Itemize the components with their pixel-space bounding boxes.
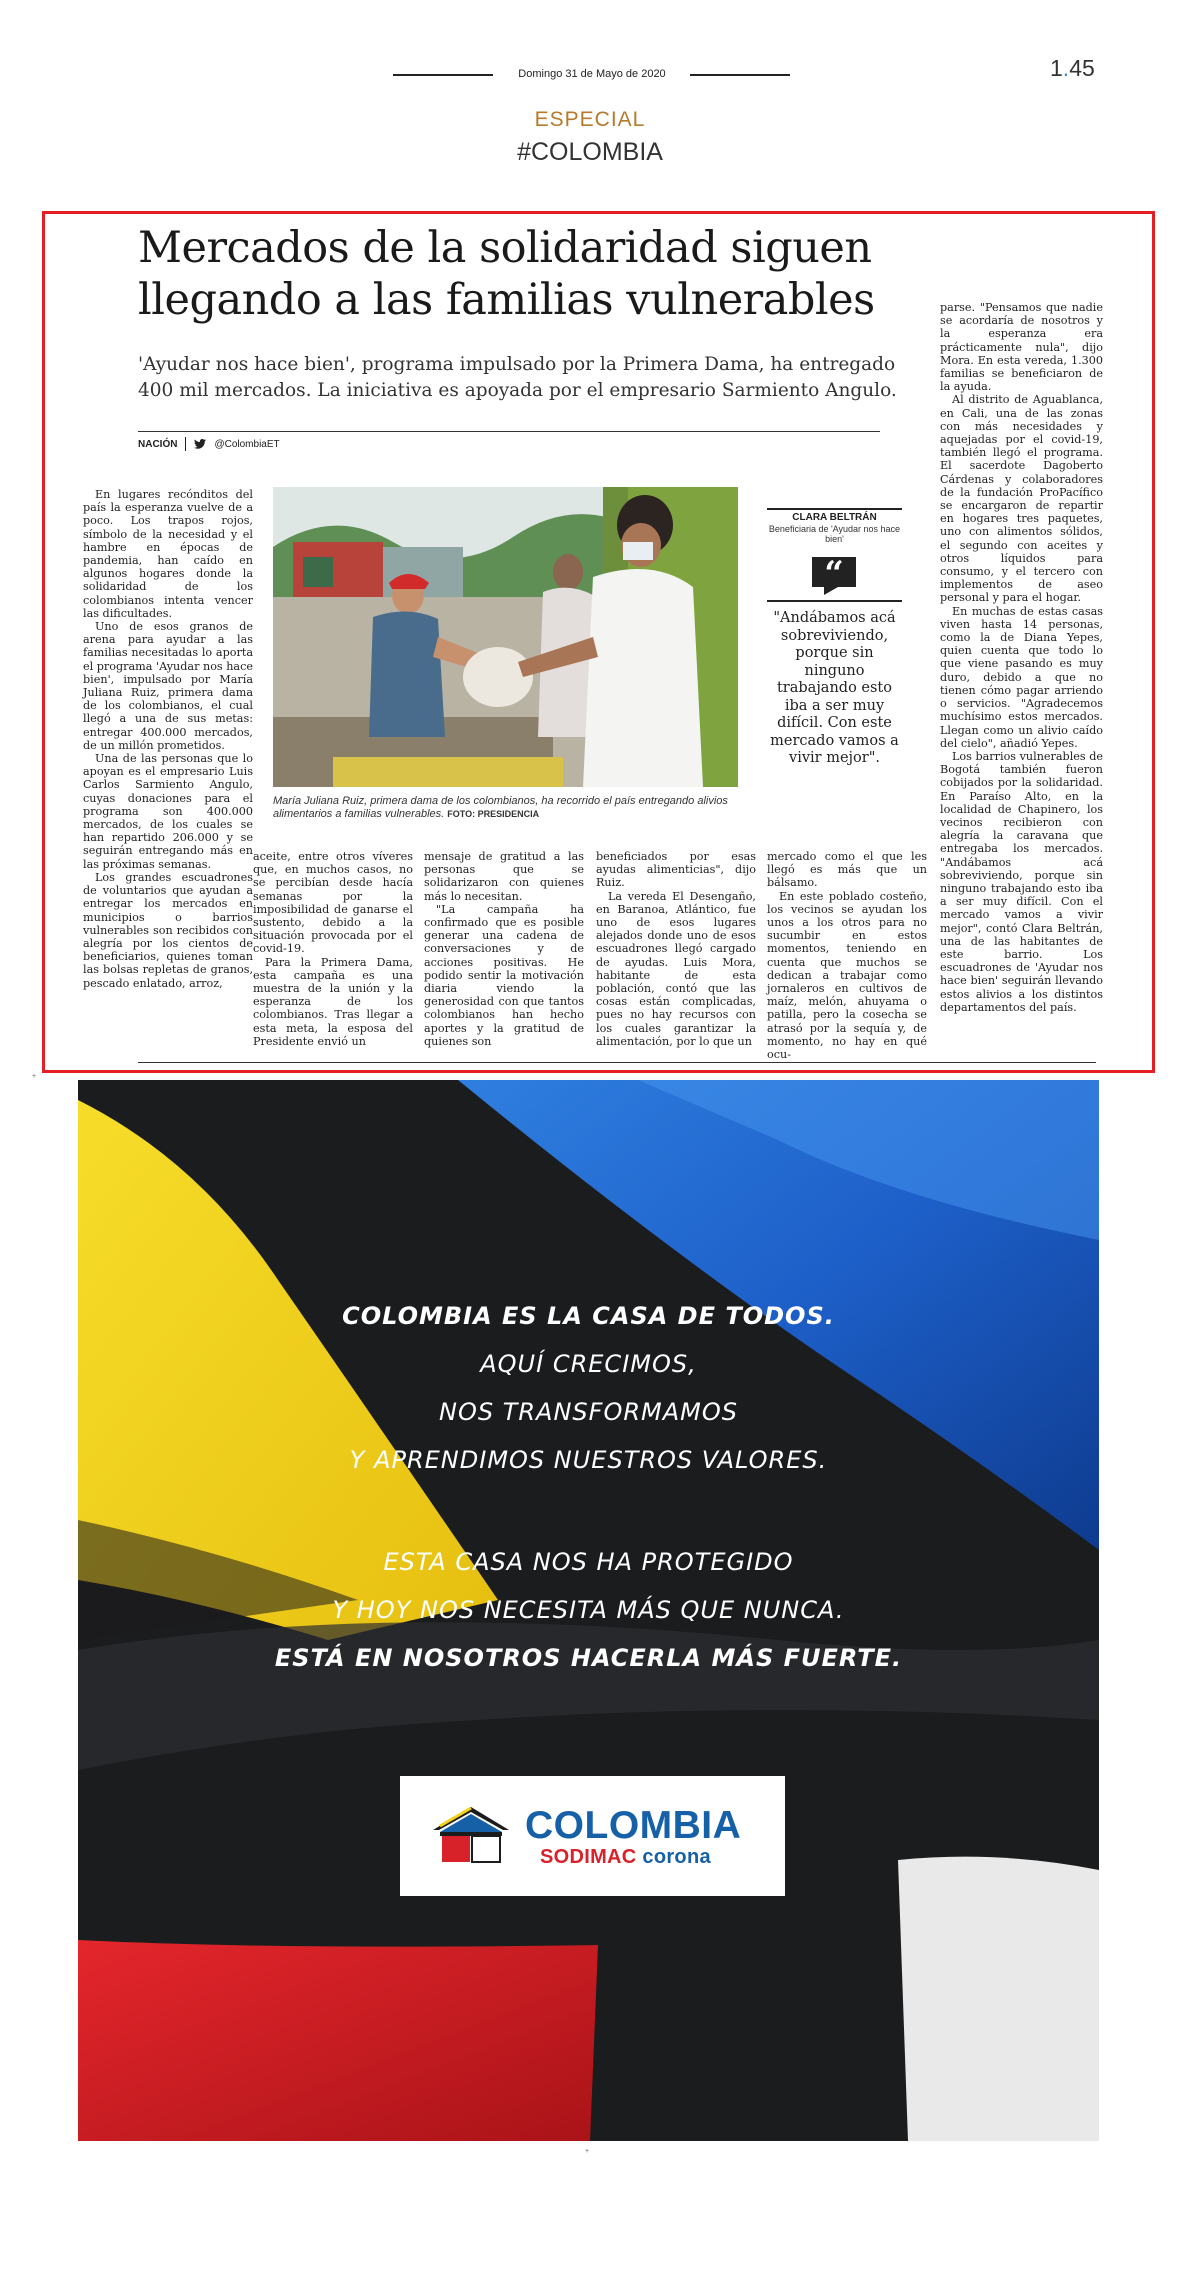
pull-quote: "Andábamos acá sobreviviendo, porque sin ninguno trabajando esto iba a ser muy difícil. Con este mercado vamos a vivir mejor". (770, 610, 899, 766)
colombia-sodimac-corona-logo (400, 1776, 785, 1896)
photo-credit: FOTO: PRESIDENCIA (447, 809, 540, 819)
issue-date: Domingo 31 de Mayo de 2020 (518, 68, 666, 80)
advertisement (78, 1080, 1099, 2141)
paragraph: En este poblado costeño, los vecinos se ayudan los unos a los otros para no sucumbir en estos momentos, teniendo en cuenta que muchos se dedican a trabajar como jornaleros en cultivos de maíz, melón, ahuyama o patilla, pero la cosecha se atrasó por la sequía y, de momento, no hay en qué ocu- (767, 889, 927, 1062)
photo-illustration (273, 487, 738, 787)
page-number-dot: . (1062, 55, 1070, 81)
ad-line-6: Y HOY NOS NECESITA MÁS QUE NUNCA. (332, 1596, 845, 1624)
ad-line-5: ESTA CASA NOS HA PROTEGIDO (383, 1548, 794, 1576)
article-headline: Mercados de la solidaridad siguen llegando a las familias vulnerables (138, 223, 875, 325)
article-photo (273, 487, 738, 787)
paragraph: Para la Primera Dama, esta campaña es una muestra de la unión y la esperanza de los colombianos. Tras llegar a esta meta, la esposa del Presidente envió un (253, 955, 413, 1048)
caption-text: María Juliana Ruiz, primera dama de los colombianos, ha recorrido el país entregando alivios alimentarios a familias vulnerables. (273, 795, 728, 820)
byline (138, 437, 280, 451)
crop-mark: + (32, 1073, 37, 1080)
quote-rule-top (767, 508, 902, 510)
article-column-4 (596, 850, 756, 1048)
paragraph: "La campaña ha confirmado que es posible generar una cadena de conversaciones y de acciones positivas. He podido sentir la motivación diaria viendo la generosidad con que tantos colombianos han hecho aportes y la gratitud de quienes son (424, 902, 584, 1048)
section-label: ESPECIAL (534, 108, 646, 131)
ad-line-3: NOS TRANSFORMAMOS (439, 1398, 738, 1426)
ad-line-4: Y APRENDIMOS NUESTROS VALORES. (349, 1446, 828, 1474)
article-column-2 (253, 850, 413, 1048)
paragraph: parse. "Pensamos que nadie se acordaría de nosotros y la esperanza era prácticamente nula", dijo Mora. En esta vereda, 1.300 familias se beneficiaron de la ayuda. (940, 301, 1103, 394)
byline-handle: @ColombiaET (214, 438, 280, 450)
logo-wordmark: COLOMBIA (525, 1804, 742, 1847)
ad-line-2: AQUÍ CRECIMOS, (480, 1350, 697, 1378)
quote-role: Beneficiaria de 'Ayudar nos hace bien' (768, 524, 901, 544)
crop-mark: + (585, 2148, 590, 2155)
paragraph: aceite, entre otros víveres que, en muchos casos, no se percibían desde hacía semanas por la imposibilidad de ganarse el sustento, debido a la situación provocada por el covid-19. (253, 850, 413, 956)
header-rule-right (690, 74, 790, 76)
article-bottom-rule (138, 1062, 1096, 1063)
paragraph: En muchas de estas casas viven hasta 14 personas, como la de Diana Yepes, quien cuenta que todo lo que viene pasando es muy duro, debido a que no tienen cómo pagar arriendo o servicios. "Agradecemos muchísimo estos mercados. Llegan como un alivio caído del cielo", añadió Yepes. (940, 604, 1103, 750)
page-number (1050, 55, 1095, 82)
paragraph: Al distrito de Aguablanca, en Cali, una de las zonas con más necesidades y aquejadas por el covid-19, también llegó el programa. El sacerdote Dagoberto Cárdenas y colaboradores de la fundación ProPacífico se encargaron de repartir en hogares tres paquetes, uno con alimentos sólidos, el segundo con aceites y otros líquidos para consumo, y el tercero con implementos de aseo personal y para el hogar. (940, 393, 1103, 605)
section-hashtag: #COLOMBIA (517, 138, 663, 166)
quote-mark-icon (808, 553, 860, 597)
ad-line-7: ESTÁ EN NOSOTROS HACERLA MÁS FUERTE. (274, 1644, 903, 1672)
article-column-1 (83, 488, 253, 990)
paragraph: En lugares recónditos del país la esperanza vuelve de a poco. Los trapos rojos, símbolo de la necesidad y el hambre en épocas de pandemia, han caído en algunos hogares donde la solidaridad de los colombianos intenta vencer las dificultades. (83, 488, 253, 620)
header-rule-left (393, 74, 493, 76)
svg-text:“: “ (824, 554, 844, 594)
page-number-main: 1 (1050, 55, 1063, 81)
page-number-sub: 45 (1069, 55, 1095, 81)
quote-name: CLARA BELTRÁN (792, 512, 877, 523)
article-column-6 (940, 301, 1103, 1014)
byline-separator (185, 437, 186, 451)
photo-caption (273, 795, 738, 821)
paragraph: Los grandes escuadrones de voluntarios que ayudan a entregar los mercados en municipios o barrios vulnerables son recibidos con alegría por los cientos de beneficiarios, quienes toman las bolsas repletas de granos, pescado enlatado, arroz, (83, 870, 253, 990)
brand-corona: corona (642, 1846, 711, 1868)
paragraph: mercado como el que les llegó es más que un bálsamo. (767, 850, 927, 890)
paragraph: mensaje de gratitud a las personas que se solidarizaron con quienes más lo necesitan. (424, 850, 584, 903)
twitter-icon (194, 439, 206, 449)
article-dek: 'Ayudar nos hace bien', programa impulsado por la Primera Dama, ha entregado 400 mil mercados. La iniciativa es apoyada por el empresario Sarmiento Angulo. (138, 354, 897, 401)
paragraph: Uno de esos granos de arena para ayudar a las familias necesitadas lo aporta el programa 'Ayudar nos hace bien', impulsado por María Juliana Ruiz, primera dama de los colombianos, el cual llegó a una de sus metas: entregar 400.000 mercados, de un millón prometidos. (83, 620, 253, 752)
article-column-5 (767, 850, 927, 1061)
paragraph: La vereda El Desengaño, en Baranoa, Atlántico, fue uno de esos lugares alejados donde uno de esos escuadrones llegó cargado de ayudas. Luis Mora, habitante de esta población, contó que las cosas están complicadas, pues no hay recursos con los cuales garantizar la alimentación, por lo que un (596, 889, 756, 1048)
article-column-3 (424, 850, 584, 1048)
ad-line-1: COLOMBIA ES LA CASA DE TODOS. (342, 1302, 835, 1330)
quote-rule-bottom (767, 600, 902, 602)
logo-brands (540, 1846, 711, 1869)
byline-rule (138, 431, 880, 432)
paragraph: Los barrios vulnerables de Bogotá también fueron cobijados por la solidaridad. En Paraíso Alto, en la localidad de Chapinero, los vecinos recibieron con alegría la caravana que entregaba los mercados. "Andábamos acá sobreviviendo, porque sin ninguno trabajando esto iba a ser muy difícil. Con el mercado vamos a vivir mejor", contó Clara Beltrán, una de las habitantes de este barrio. Los escuadrones de 'Ayudar nos hace bien' seguirán llevando estos alivios a los distintos departamentos del país. (940, 749, 1103, 1014)
paragraph: Una de las personas que lo apoyan es el empresario Luis Carlos Sarmiento Angulo, cuyas donaciones para el programa son 400.000 mercados, de los cuales se han repartido 206.000 y se seguirán entregando más en las próximas semanas. (83, 752, 253, 871)
brand-sodimac: SODIMAC (540, 1846, 637, 1868)
house-logo-icon (430, 1804, 512, 1866)
byline-section: NACIÓN (138, 438, 178, 450)
paragraph: beneficiados por esas ayudas alimenticias", dijo Ruiz. (596, 850, 756, 890)
